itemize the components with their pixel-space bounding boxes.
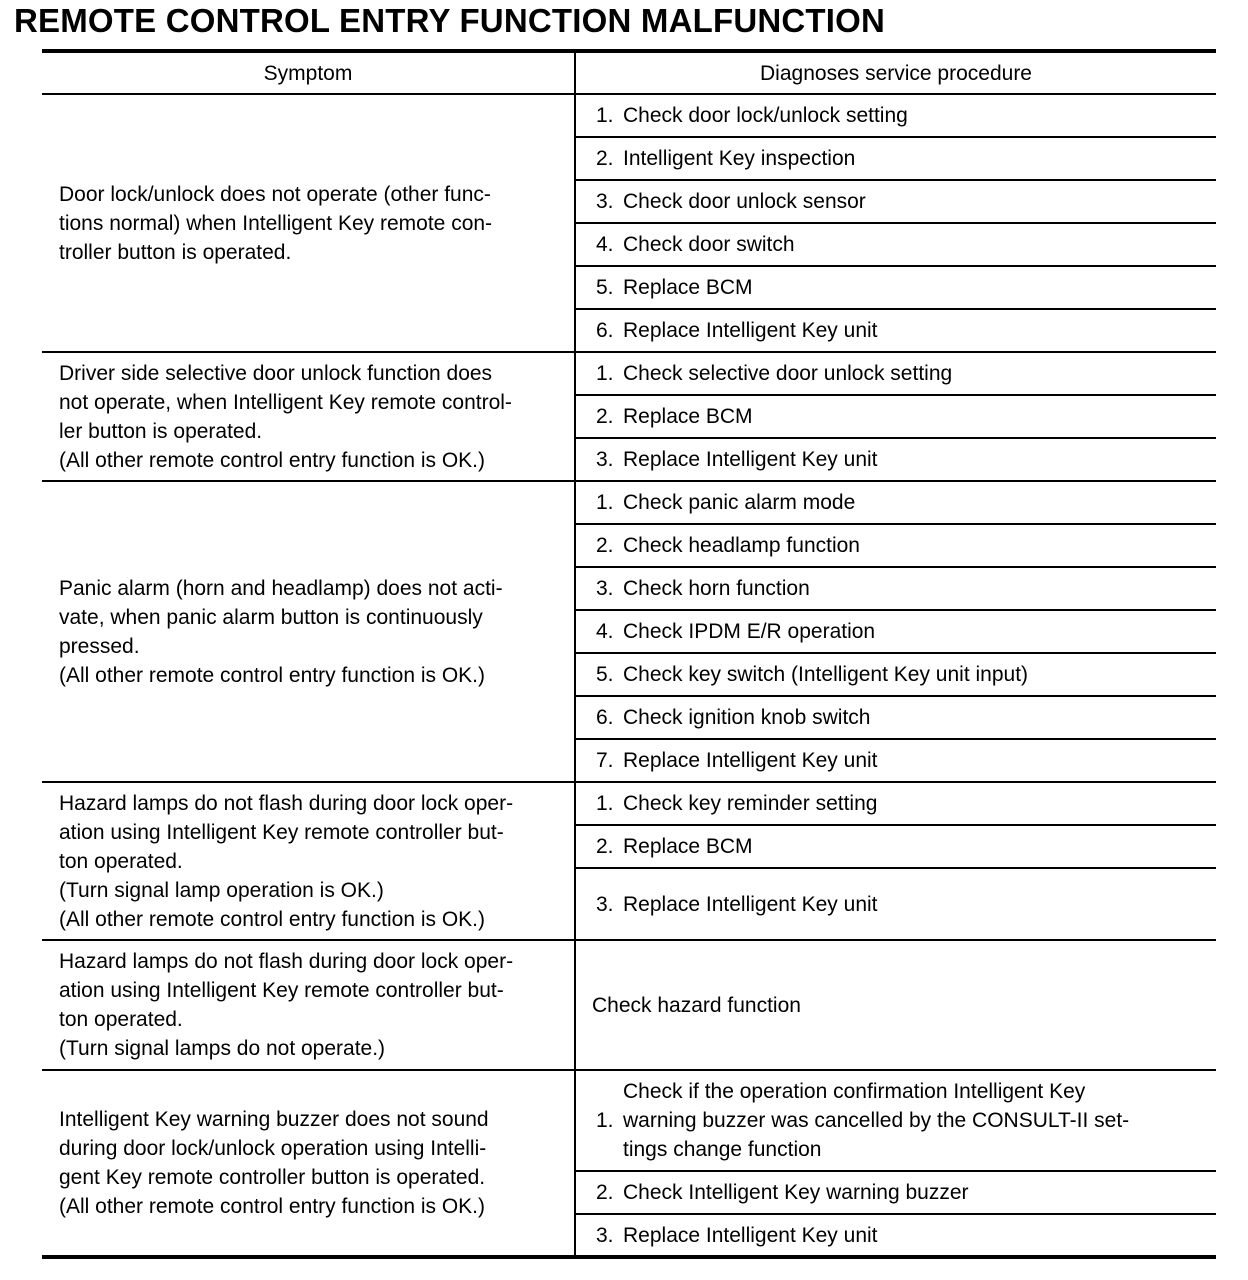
step-number: 6. xyxy=(575,696,623,739)
step-number: 2. xyxy=(575,1171,623,1214)
table-row xyxy=(42,940,1216,1070)
procedure-header: Diagnoses service procedure xyxy=(575,51,1216,94)
step-text: Replace BCM xyxy=(623,395,1216,438)
symptom-cell: Door lock/unlock does not operate (other func- tions normal) when Intelligent Key remote con- troller button is operated. xyxy=(42,94,575,352)
step-number: 5. xyxy=(575,653,623,696)
step-text: Check IPDM E/R operation xyxy=(623,610,1216,653)
step-text: Check headlamp function xyxy=(623,524,1216,567)
step-number: 3. xyxy=(575,567,623,610)
table-row xyxy=(42,94,1216,137)
symptom-cell: Hazard lamps do not flash during door lock oper- ation using Intelligent Key remote controller but- ton operated. (Turn signal lamp operation is OK.) (All other remote control entry function is OK.) xyxy=(42,782,575,940)
step-text: Replace Intelligent Key unit xyxy=(623,739,1216,782)
step-text: Check door unlock sensor xyxy=(623,180,1216,223)
step-text: Replace Intelligent Key unit xyxy=(623,868,1216,940)
step-text: Check Intelligent Key warning buzzer xyxy=(623,1171,1216,1214)
step-text: Replace Intelligent Key unit xyxy=(623,1214,1216,1257)
step-number: 4. xyxy=(575,223,623,266)
table-row xyxy=(42,782,1216,825)
symptom-cell: Driver side selective door unlock function does not operate, when Intelligent Key remote control- ler button is operated. (All other remote control entry function is OK.) xyxy=(42,352,575,481)
step-text: Check panic alarm mode xyxy=(623,481,1216,524)
step-number: 1. xyxy=(575,782,623,825)
step-text: Check hazard function xyxy=(575,940,1216,1070)
symptom-cell: Hazard lamps do not flash during door lock oper- ation using Intelligent Key remote controller but- ton operated. (Turn signal lamps do not operate.) xyxy=(42,940,575,1070)
step-text: Intelligent Key inspection xyxy=(623,137,1216,180)
step-number: 1. xyxy=(575,352,623,395)
table-row xyxy=(42,1070,1216,1171)
step-number: 7. xyxy=(575,739,623,782)
symptom-cell: Intelligent Key warning buzzer does not sound during door lock/unlock operation using Intelli- gent Key remote controller button is operated. (All other remote control entry function is OK.) xyxy=(42,1070,575,1257)
step-number: 2. xyxy=(575,825,623,868)
step-number: 5. xyxy=(575,266,623,309)
page-title: REMOTE CONTROL ENTRY FUNCTION MALFUNCTION xyxy=(14,2,886,39)
step-text: Check key reminder setting xyxy=(623,782,1216,825)
step-number: 3. xyxy=(575,180,623,223)
step-text: Replace Intelligent Key unit xyxy=(623,438,1216,481)
diagnosis-table xyxy=(42,49,1216,1259)
step-number: 1. xyxy=(575,94,623,137)
step-number: 6. xyxy=(575,309,623,352)
symptom-header: Symptom xyxy=(42,51,575,94)
step-text: Check door lock/unlock setting xyxy=(623,94,1216,137)
table-row xyxy=(42,481,1216,524)
step-number: 2. xyxy=(575,137,623,180)
step-number: 1. xyxy=(575,1070,623,1171)
table-header-row xyxy=(42,51,1216,94)
step-number: 1. xyxy=(575,481,623,524)
step-text: Check key switch (Intelligent Key unit input) xyxy=(623,653,1216,696)
step-text: Replace Intelligent Key unit xyxy=(623,309,1216,352)
step-text: Check if the operation confirmation Intelligent Key warning buzzer was cancelled by the CONSULT-II set- tings change function xyxy=(623,1070,1216,1171)
step-text: Check horn function xyxy=(623,567,1216,610)
step-number: 4. xyxy=(575,610,623,653)
step-text: Replace BCM xyxy=(623,266,1216,309)
step-number: 3. xyxy=(575,438,623,481)
step-number: 2. xyxy=(575,524,623,567)
step-text: Replace BCM xyxy=(623,825,1216,868)
step-number: 3. xyxy=(575,1214,623,1257)
step-number: 3. xyxy=(575,868,623,940)
step-text: Check selective door unlock setting xyxy=(623,352,1216,395)
step-text: Check door switch xyxy=(623,223,1216,266)
step-number: 2. xyxy=(575,395,623,438)
symptom-cell: Panic alarm (horn and headlamp) does not acti- vate, when panic alarm button is continuously pressed. (All other remote control entry function is OK.) xyxy=(42,481,575,782)
step-text: Check ignition knob switch xyxy=(623,696,1216,739)
table-row xyxy=(42,352,1216,395)
